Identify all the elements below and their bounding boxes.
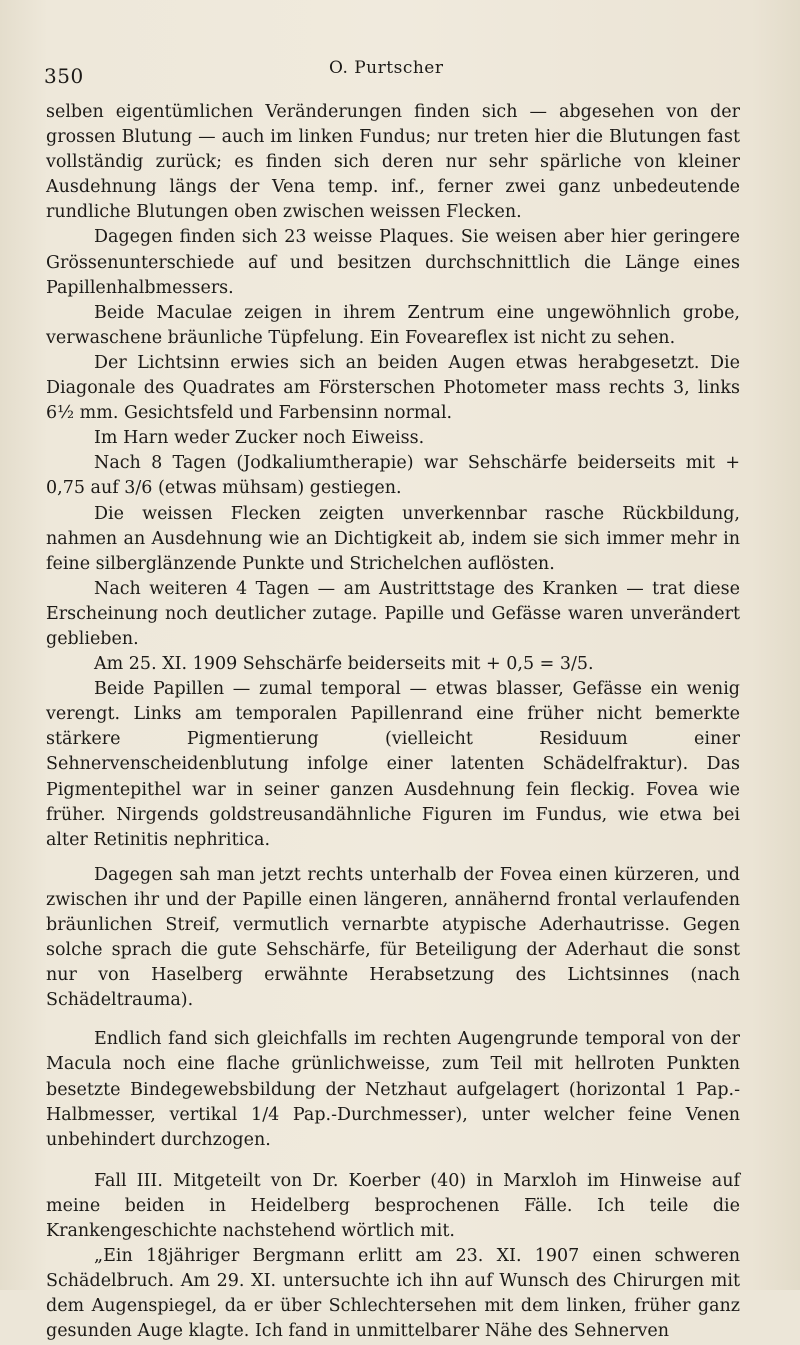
paragraph-9: Am 25. XI. 1909 Sehschärfe beiderseits mit + 0,5 = 3/5. [94,654,594,675]
paragraph-11: Dagegen sah man jetzt rechts unterhalb der Fovea einen kürzeren, und zwischen ihr und der Papille einen längeren, annähernd frontal verlaufenden bräunlichen Streif, vermutlich vernarbte atypische Aderhautrisse. Gegen solche sprach die gute Sehschärfe, für Beteiligung der Aderhaut die sonst nur von Haselberg erwähnte Herabsetzung des Lichtsinnes (nach Schädeltrauma). [46,864,740,1011]
paragraph-2: Dagegen finden sich 23 weisse Plaques. Sie weisen aber hier geringere Grössenunterschiede auf und besitzen durchschnittlich die Länge eines Papillenhalbmessers. [46,227,740,298]
body-text [46,100,740,1345]
paragraph-1: selben eigentümlichen Veränderungen finden sich — abgesehen von der grossen Blutung — auch im linken Fundus; nur treten hier die Blutungen fast vollständig zurück; es finden sich deren nur sehr spärliche von kleiner Ausdehnung längs der Vena temp. inf., ferner zwei ganz unbedeutende rundliche Blutungen oben zwischen weissen Flecken. [46,102,740,223]
paragraph-7: Die weissen Flecken zeigten unverkennbar rasche Rückbildung, nahmen an Ausdehnung wie an Dichtigkeit ab, indem sie sich immer mehr in feine silberglänzende Punkte und Strichelchen auflösten. [46,503,740,574]
running-head: O. Purtscher [329,58,444,78]
paragraph-12: Endlich fand sich gleichfalls im rechten Augengrunde temporal von der Macula noch eine flache grünlichweisse, zum Teil mit hellroten Punkten besetzte Bindegewebsbildung der Netzhaut aufgelagert (horizontal 1 Pap.-Halbmesser, vertikal 1/4 Pap.-Durchmesser), unter welcher feine Venen unbehindert durchzogen. [46,1029,740,1150]
paragraph-10: Beide Papillen — zumal temporal — etwas blasser, Gefässe ein wenig verengt. Links am temporalen Papillenrand eine früher nicht bemerkte stärkere Pigmentierung (vielleicht Residuum einer Sehnervenscheidenblutung infolge einer latenten Schädelfraktur). Das Pigmentepithel war in seiner ganzen Ausdehnung fein fleckig. Fovea wie früher. Nirgends goldstreusandähnliche Figuren im Fundus, wie etwa bei alter Retinitis nephritica. [46,679,740,850]
paragraph-3: Beide Maculae zeigen in ihrem Zentrum eine ungewöhnlich grobe, verwaschene bräunliche Tüpfelung. Ein Foveareflex ist nicht zu sehen. [46,302,740,348]
page-number: 350 [44,64,84,88]
paragraph-case-iii: Fall III. Mitgeteilt von Dr. Koerber (40) in Marxloh im Hinweise auf meine beiden in Heidelberg besprochenen Fälle. Ich teile die Krankengeschichte nachstehend wörtlich mit. [46,1170,740,1242]
paragraph-14: „Ein 18jähriger Bergmann erlitt am 23. XI. 1907 einen schweren Schädelbruch. Am 29. XI. untersuchte ich ihn auf Wunsch des Chirurgen mit dem Augenspiegel, da er über Schlechtersehen mit dem linken, früher ganz gesunden Auge klagte. Ich fand in unmittelbarer Nähe des Sehnerven [46,1246,740,1342]
page-header [44,58,740,88]
paragraph-5: Im Harn weder Zucker noch Eiweiss. [94,428,425,449]
paragraph-8: Nach weiteren 4 Tagen — am Austrittstage des Kranken — trat diese Erscheinung noch deutlicher zutage. Papille und Gefässe waren unverändert geblieben. [46,578,740,649]
paragraph-4: Der Lichtsinn erwies sich an beiden Augen etwas herabgesetzt. Die Diagonale des Quadrates am Försterschen Photometer mass rechts 3, links 6½ mm. Gesichtsfeld und Farbensinn normal. [46,352,740,424]
paragraph-6: Nach 8 Tagen (Jodkaliumtherapie) war Sehschärfe beiderseits mit + 0,75 auf 3/6 (etwas mühsam) gestiegen. [46,453,740,499]
